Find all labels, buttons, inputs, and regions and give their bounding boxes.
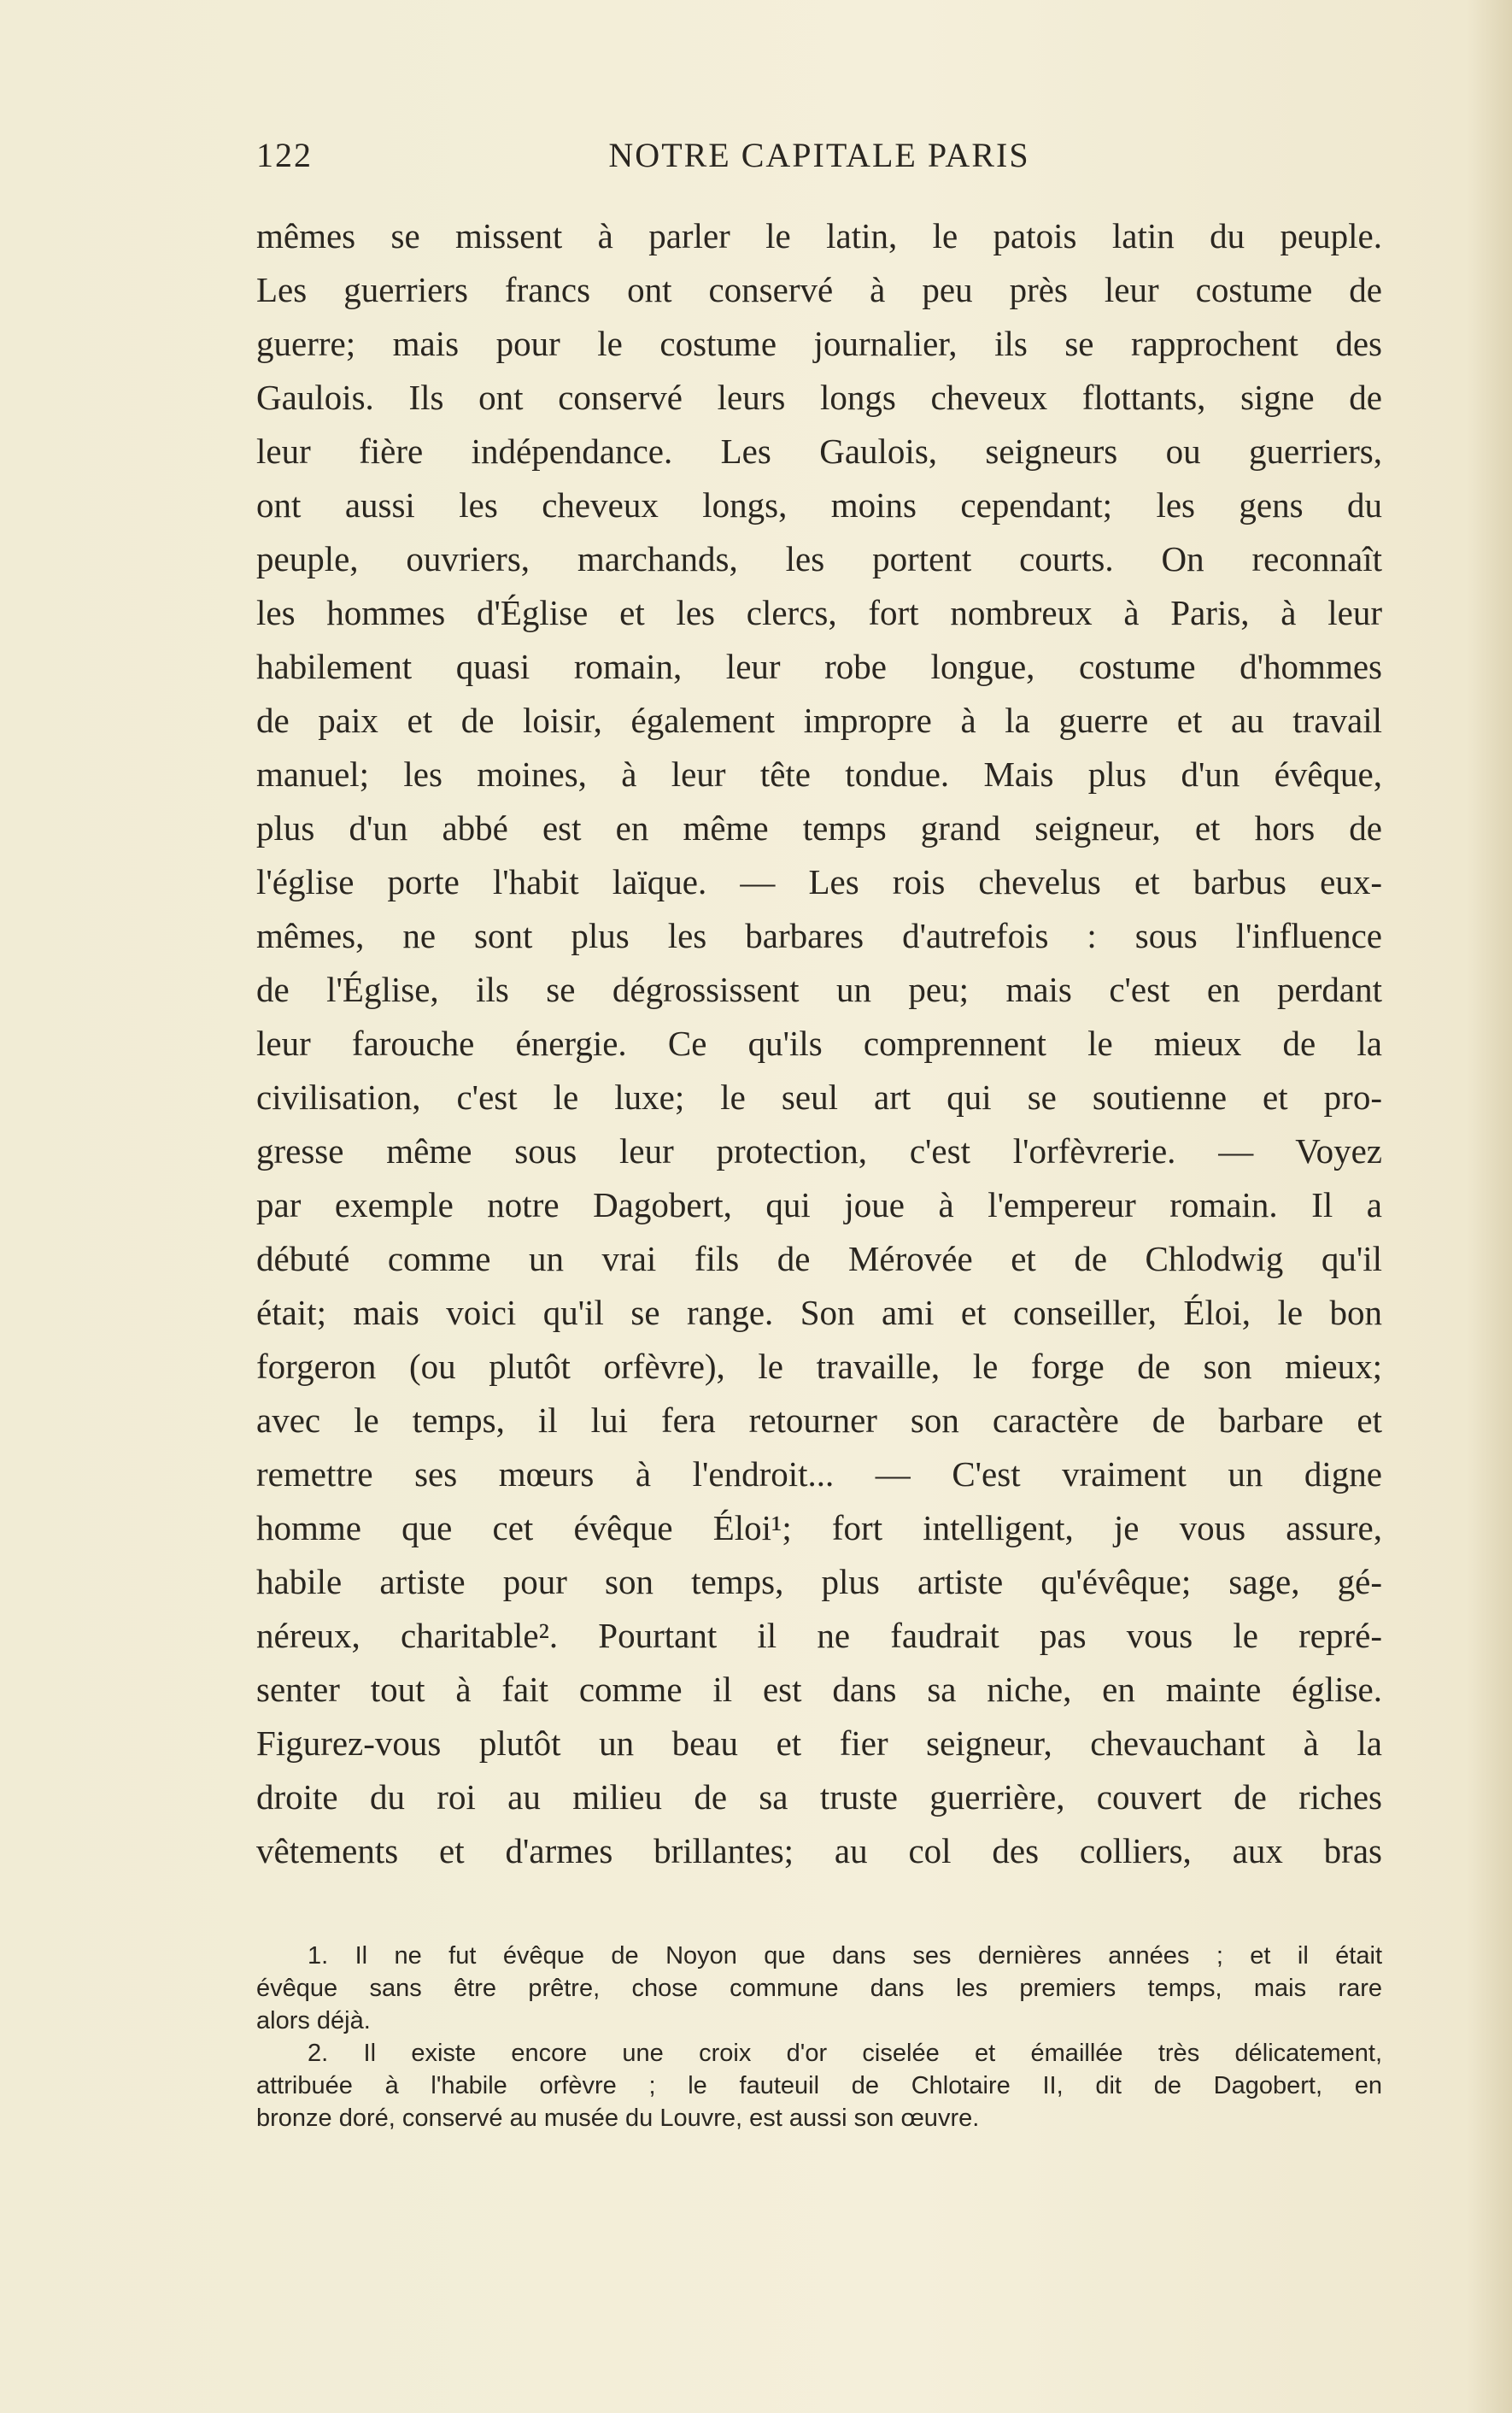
text-line: Gaulois. Ils ont conservé leurs longs cheveux flottants, signe de bbox=[256, 378, 1382, 417]
text-line: mêmes se missent à parler le latin, le patois latin du peuple. bbox=[256, 216, 1382, 255]
text-line: remettre ses mœurs à l'endroit... — C'est vraiment un digne bbox=[256, 1454, 1382, 1494]
text-line: par exemple notre Dagobert, qui joue à l'empereur romain. Il a bbox=[256, 1185, 1382, 1224]
text-line: de paix et de loisir, également impropre à la guerre et au travail bbox=[256, 701, 1382, 740]
text-line: civilisation, c'est le luxe; le seul art qui se soutienne et pro- bbox=[256, 1077, 1382, 1117]
text-line: plus d'un abbé est en même temps grand seigneur, et hors de bbox=[256, 808, 1382, 848]
footnote-line: attribuée à l'habile orfèvre ; le fauteuil de Chlotaire II, dit de Dagobert, en bbox=[256, 2072, 1382, 2099]
footnote-line: bronze doré, conservé au musée du Louvre, est aussi son œuvre. bbox=[256, 2105, 980, 2132]
text-line: forgeron (ou plutôt orfèvre), le travaille, le forge de son mieux; bbox=[256, 1347, 1382, 1386]
page-number: 122 bbox=[256, 136, 313, 174]
text-line: habilement quasi romain, leur robe longue, costume d'hommes bbox=[256, 647, 1382, 686]
text-line: mêmes, ne sont plus les barbares d'autrefois : sous l'influence bbox=[256, 916, 1382, 955]
text-line: habile artiste pour son temps, plus artiste qu'évêque; sage, gé- bbox=[256, 1562, 1382, 1601]
text-line: leur farouche énergie. Ce qu'ils comprennent le mieux de la bbox=[256, 1024, 1382, 1063]
text-line: homme que cet évêque Éloi¹; fort intelligent, je vous assure, bbox=[256, 1508, 1382, 1547]
footnote-line: alors déjà. bbox=[256, 2007, 371, 2034]
text-line: ont aussi les cheveux longs, moins cependant; les gens du bbox=[256, 485, 1382, 525]
text-line: avec le temps, il lui fera retourner son caractère de barbare et bbox=[256, 1400, 1382, 1440]
text-line: vêtements et d'armes brillantes; au col des colliers, aux bras bbox=[256, 1831, 1382, 1870]
text-line: droite du roi au milieu de sa truste guerrière, couvert de riches bbox=[256, 1777, 1382, 1817]
footnote-line: 1. Il ne fut évêque de Noyon que dans ses dernières années ; et il était bbox=[308, 1942, 1382, 1970]
text-line: néreux, charitable². Pourtant il ne faudrait pas vous le repré- bbox=[256, 1616, 1382, 1655]
footnote-line: 2. Il existe encore une croix d'or ciselée et émaillée très délicatement, bbox=[308, 2040, 1382, 2067]
text-line: peuple, ouvriers, marchands, les portent courts. On reconnaît bbox=[256, 539, 1382, 578]
footnote-line: évêque sans être prêtre, chose commune dans les premiers temps, mais rare bbox=[256, 1975, 1382, 2002]
text-line: Les guerriers francs ont conservé à peu près leur costume de bbox=[256, 270, 1382, 309]
footnotes bbox=[256, 1940, 1382, 2134]
text-line: débuté comme un vrai fils de Mérovée et de Chlodwig qu'il bbox=[256, 1239, 1382, 1278]
text-line: manuel; les moines, à leur tête tondue. Mais plus d'un évêque, bbox=[256, 754, 1382, 794]
text-line: était; mais voici qu'il se range. Son ami et conseiller, Éloi, le bon bbox=[256, 1293, 1382, 1332]
text-line: les hommes d'Église et les clercs, fort nombreux à Paris, à leur bbox=[256, 593, 1382, 632]
body-text bbox=[256, 209, 1382, 1878]
text-line: Figurez-vous plutôt un beau et fier seigneur, chevauchant à la bbox=[256, 1723, 1382, 1763]
running-title: NOTRE CAPITALE PARIS bbox=[608, 136, 1030, 174]
text-line: l'église porte l'habit laïque. — Les rois chevelus et barbus eux- bbox=[256, 862, 1382, 901]
text-line: de l'Église, ils se dégrossissent un peu; mais c'est en perdant bbox=[256, 970, 1382, 1009]
text-line: senter tout à fait comme il est dans sa niche, en mainte église. bbox=[256, 1670, 1382, 1709]
text-line: gresse même sous leur protection, c'est l'orfèvrerie. — Voyez bbox=[256, 1131, 1382, 1171]
running-head bbox=[256, 128, 1382, 179]
text-line: guerre; mais pour le costume journalier, ils se rapprochent des bbox=[256, 324, 1382, 363]
text-line: leur fière indépendance. Les Gaulois, seigneurs ou guerriers, bbox=[256, 432, 1382, 471]
